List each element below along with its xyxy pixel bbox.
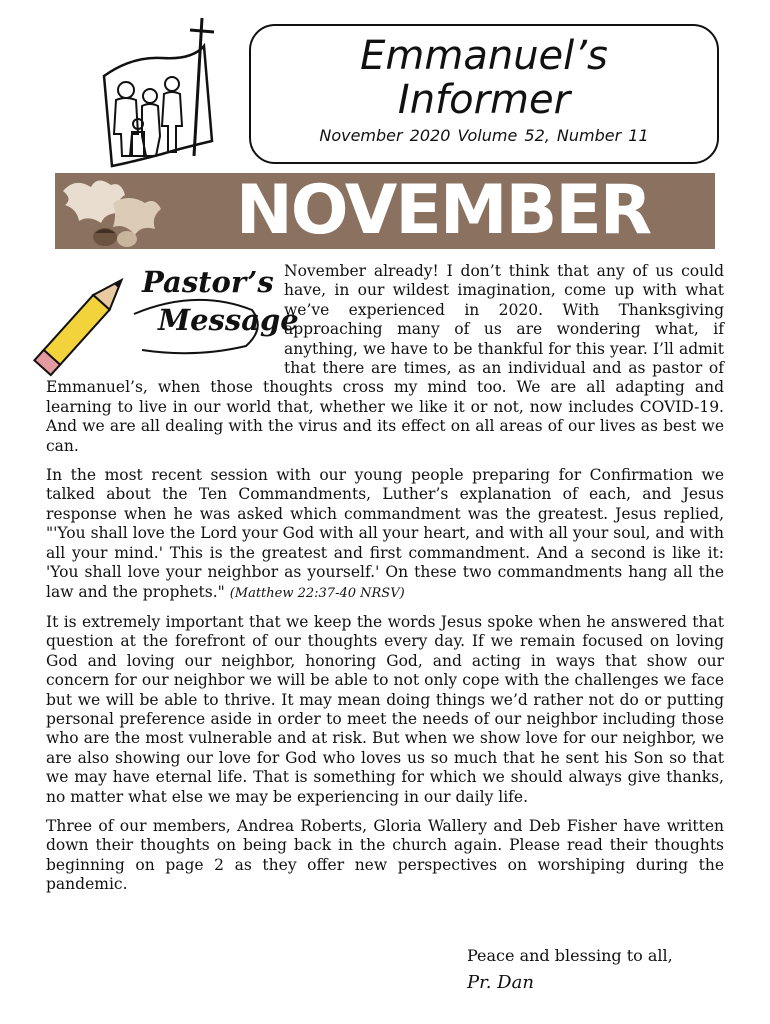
closing-line: Peace and blessing to all, xyxy=(467,946,673,965)
pastors-message-article xyxy=(46,262,724,905)
article-paragraph-4: Three of our members, Andrea Roberts, Gloria Wallery and Deb Fisher have written down their thoughts on being back in the church again. Please read their thoughts beginning on page 2 as they offer new perspectives on worshiping during the pandemic. xyxy=(46,816,724,894)
pastors-logo-line2: Message xyxy=(158,303,299,337)
pastors-logo-line1: Pastor’s xyxy=(142,265,274,299)
masthead xyxy=(249,24,719,164)
title-line-2: Informer xyxy=(397,77,571,123)
issue-info: November 2020 Volume 52, Number 11 xyxy=(319,126,649,145)
scripture-quote: In the most recent session with our young people preparing for Confirmation we talked about the Ten Commandments, Luther’s explanation of each, and Jesus response when he was asked which commandment was the greatest. Jesus replied, "'You shall love the Lord your God with all your heart, and with all your soul, and with all your mind.' This is the greatest and first commandment. And a second is like it: 'You shall love your neighbor as yourself.' On these two commandments hang all the law and the prophets." xyxy=(46,466,724,601)
article-paragraph-1: November already! I don’t think that any of us could have, in our wildest imagination, come up with what we’ve experienced in 2020. With Thanksgiving approaching many of us are wondering what, if anything, we have to be thankful for this year. I’ll admit that there are times, as an individual and as pastor of Emmanuel’s, when those thoughts cross my mind too. We are all adapting and learning to live in our world that, whether we like it or not, now includes COVID-19. And we are all dealing with the virus and its effect on all areas of our lives as best we can. xyxy=(46,262,724,455)
scripture-citation: (Matthew 22:37-40 NRSV) xyxy=(229,585,405,601)
title-line-1: Emmanuel’s xyxy=(360,33,608,79)
month-banner xyxy=(55,173,715,249)
month-title: NOVEMBER xyxy=(235,171,651,250)
newsletter-title xyxy=(251,34,717,122)
signoff xyxy=(467,942,673,996)
article-paragraph-2 xyxy=(46,466,724,603)
article-paragraph-3: It is extremely important that we keep the words Jesus spoke when he answered that question at the forefront of our thoughts every day. If we remain focused on loving God and loving our neighbor, honoring God, and acting in ways that show our concern for our neighbor we will be able to not only cope with the challenges we face but we will be able to thrive. It may mean doing things we’d rather not do or putting personal preference aside in order to meet the needs of our neighbor including those who are the most vulnerable and at risk. But when we show love for our neighbor, we are also showing our love for God who loves us so much that he sent his Son so that we may have eternal life. That is something for which we should always give thanks, no matter what else we may be experiencing in our daily life. xyxy=(46,612,724,806)
signature: Pr. Dan xyxy=(467,972,534,993)
church-family-logo xyxy=(72,16,222,166)
oak-leaves-acorn-icon xyxy=(55,173,165,249)
